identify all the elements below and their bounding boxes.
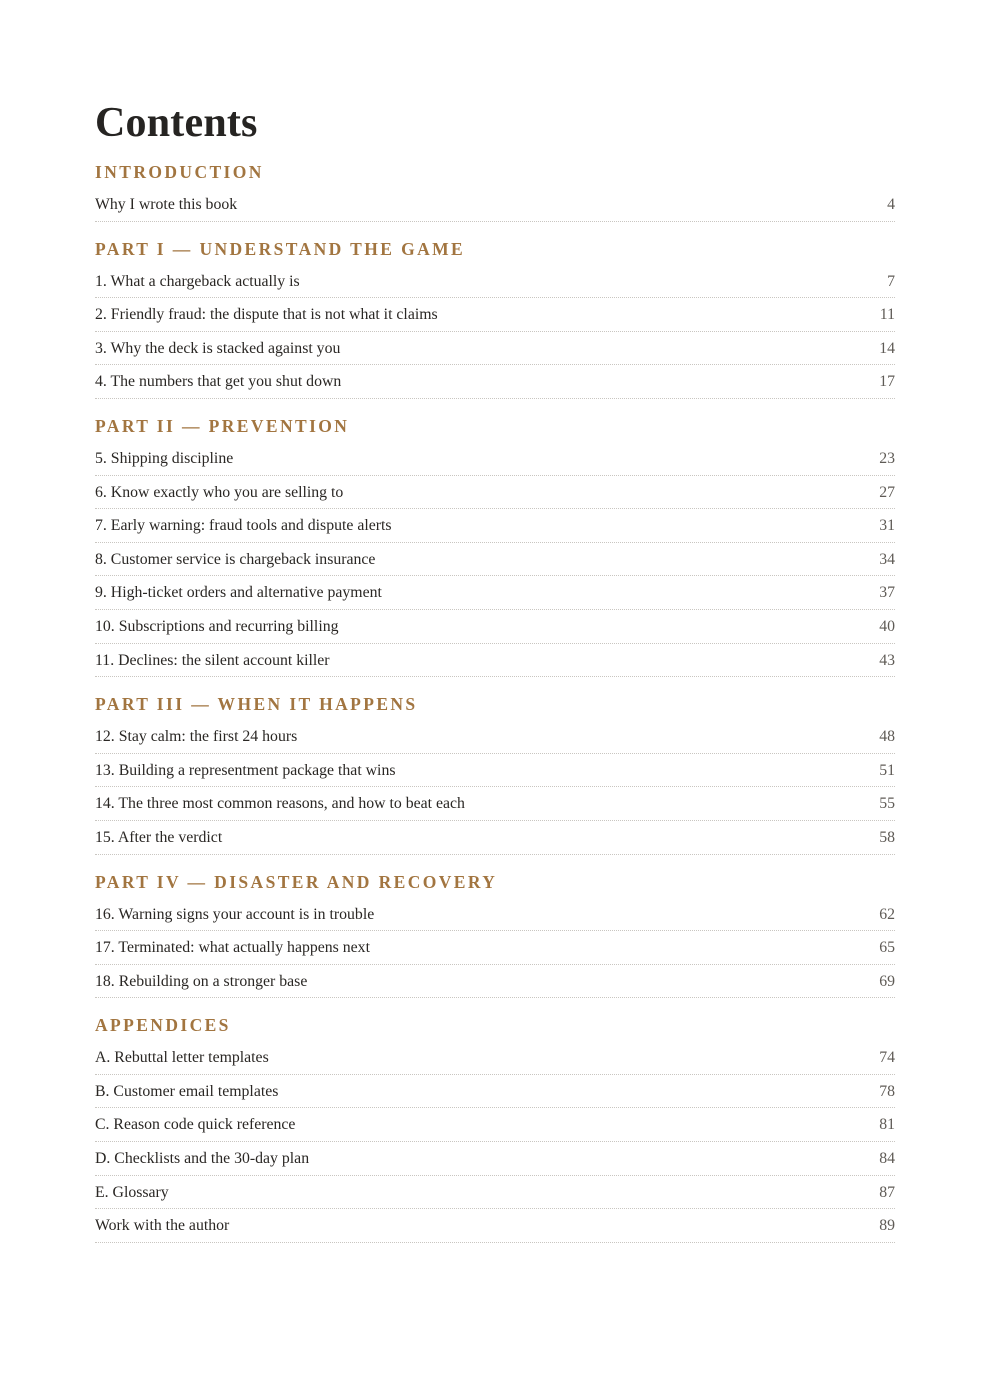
toc-entry[interactable]: [95, 1076, 895, 1109]
section-heading: APPENDICES: [95, 1015, 231, 1036]
entry-page-number: 11: [879, 306, 895, 324]
entry-title: 3. Why the deck is stacked against you: [95, 339, 341, 357]
toc-entry[interactable]: [95, 544, 895, 577]
entry-page-number: 55: [879, 795, 895, 813]
toc-entry[interactable]: [95, 577, 895, 610]
toc-entry[interactable]: [95, 1042, 895, 1075]
toc-entry[interactable]: [95, 443, 895, 476]
section-heading: INTRODUCTION: [95, 162, 264, 182]
entry-page-number: 74: [879, 1049, 895, 1067]
entry-title: 11. Declines: the silent account killer: [95, 651, 330, 669]
entry-title: 2. Friendly fraud: the dispute that is not what it claims: [95, 306, 438, 324]
entry-page-number: 34: [879, 550, 895, 568]
toc-entry[interactable]: [95, 788, 895, 821]
entry-page-number: 43: [879, 651, 895, 669]
toc-entry[interactable]: [95, 932, 895, 965]
entry-page-number: 81: [879, 1116, 895, 1134]
toc-entry[interactable]: [95, 1143, 895, 1176]
toc-section: [95, 871, 895, 999]
toc-entry[interactable]: [95, 721, 895, 754]
entry-title: 10. Subscriptions and recurring billing: [95, 617, 339, 635]
toc-entry[interactable]: [95, 366, 895, 399]
section-heading: PART III — WHEN IT HAPPENS: [95, 694, 418, 715]
entry-page-number: 65: [879, 939, 895, 957]
toc-entry[interactable]: [95, 611, 895, 644]
entry-title: 1. What a chargeback actually is: [95, 272, 300, 290]
entry-title: 14. The three most common reasons, and how to beat each: [95, 795, 465, 813]
entry-title: 18. Rebuilding on a stronger base: [95, 972, 308, 990]
entry-title: C. Reason code quick reference: [95, 1116, 296, 1134]
entry-page-number: 14: [879, 339, 895, 357]
toc-entry[interactable]: [95, 899, 895, 932]
entry-page-number: 87: [879, 1183, 895, 1201]
entry-page-number: 51: [879, 761, 895, 779]
toc-entry[interactable]: [95, 1210, 895, 1243]
toc-entry[interactable]: [95, 189, 895, 222]
entry-page-number: 37: [879, 584, 895, 602]
entry-title: 9. High-ticket orders and alternative payment: [95, 584, 382, 602]
entry-title: D. Checklists and the 30-day plan: [95, 1150, 310, 1168]
section-heading: PART IV — DISASTER AND RECOVERY: [95, 871, 498, 892]
toc-entry[interactable]: [95, 755, 895, 788]
toc-entry[interactable]: [95, 822, 895, 855]
toc-entry[interactable]: [95, 1177, 895, 1210]
entry-title: 4. The numbers that get you shut down: [95, 373, 342, 391]
entry-title: 5. Shipping discipline: [95, 449, 234, 467]
entry-page-number: 78: [879, 1082, 895, 1100]
toc-entry[interactable]: [95, 266, 895, 299]
entry-title: 7. Early warning: fraud tools and dispute alerts: [95, 517, 392, 535]
toc-section: [95, 1014, 895, 1243]
toc-entry[interactable]: [95, 966, 895, 999]
toc-section: [95, 693, 895, 854]
entry-title: B. Customer email templates: [95, 1082, 279, 1100]
section-heading: PART II — PREVENTION: [95, 415, 350, 436]
entry-title: 8. Customer service is chargeback insurance: [95, 550, 376, 568]
entry-page-number: 69: [879, 972, 895, 990]
toc-entry[interactable]: [95, 1109, 895, 1142]
entry-page-number: 84: [879, 1150, 895, 1168]
entry-page-number: 40: [879, 617, 895, 635]
section-heading: PART I — UNDERSTAND THE GAME: [95, 238, 466, 259]
entry-page-number: 7: [887, 272, 895, 290]
entry-page-number: 31: [879, 517, 895, 535]
entry-page-number: 89: [879, 1217, 895, 1235]
entry-page-number: 27: [879, 483, 895, 501]
entry-title: Work with the author: [95, 1217, 230, 1235]
entry-page-number: 58: [879, 828, 895, 846]
toc-section: [95, 415, 895, 677]
toc-entry[interactable]: [95, 299, 895, 332]
entry-page-number: 4: [887, 196, 895, 213]
entry-title: 12. Stay calm: the first 24 hours: [95, 728, 298, 746]
entry-title: 15. After the verdict: [95, 828, 223, 846]
toc-section: [95, 161, 895, 222]
toc-entry[interactable]: [95, 477, 895, 510]
toc-section: [95, 238, 895, 399]
entry-title: 6. Know exactly who you are selling to: [95, 483, 344, 501]
entry-title: E. Glossary: [95, 1183, 169, 1201]
table-of-contents: [95, 100, 895, 1243]
entry-page-number: 48: [879, 728, 895, 746]
entry-page-number: 62: [879, 905, 895, 923]
toc-sections: [95, 161, 895, 1243]
entry-title: Why I wrote this book: [95, 196, 238, 213]
entry-title: 16. Warning signs your account is in trouble: [95, 905, 375, 923]
entry-title: 17. Terminated: what actually happens next: [95, 939, 370, 957]
entry-title: A. Rebuttal letter templates: [95, 1049, 269, 1067]
toc-entry[interactable]: [95, 333, 895, 366]
toc-entry[interactable]: [95, 645, 895, 678]
entry-title: 13. Building a representment package that wins: [95, 761, 396, 779]
entry-page-number: 23: [879, 449, 895, 467]
page-title: Contents: [95, 100, 258, 146]
entry-page-number: 17: [879, 373, 895, 391]
toc-entry[interactable]: [95, 510, 895, 543]
